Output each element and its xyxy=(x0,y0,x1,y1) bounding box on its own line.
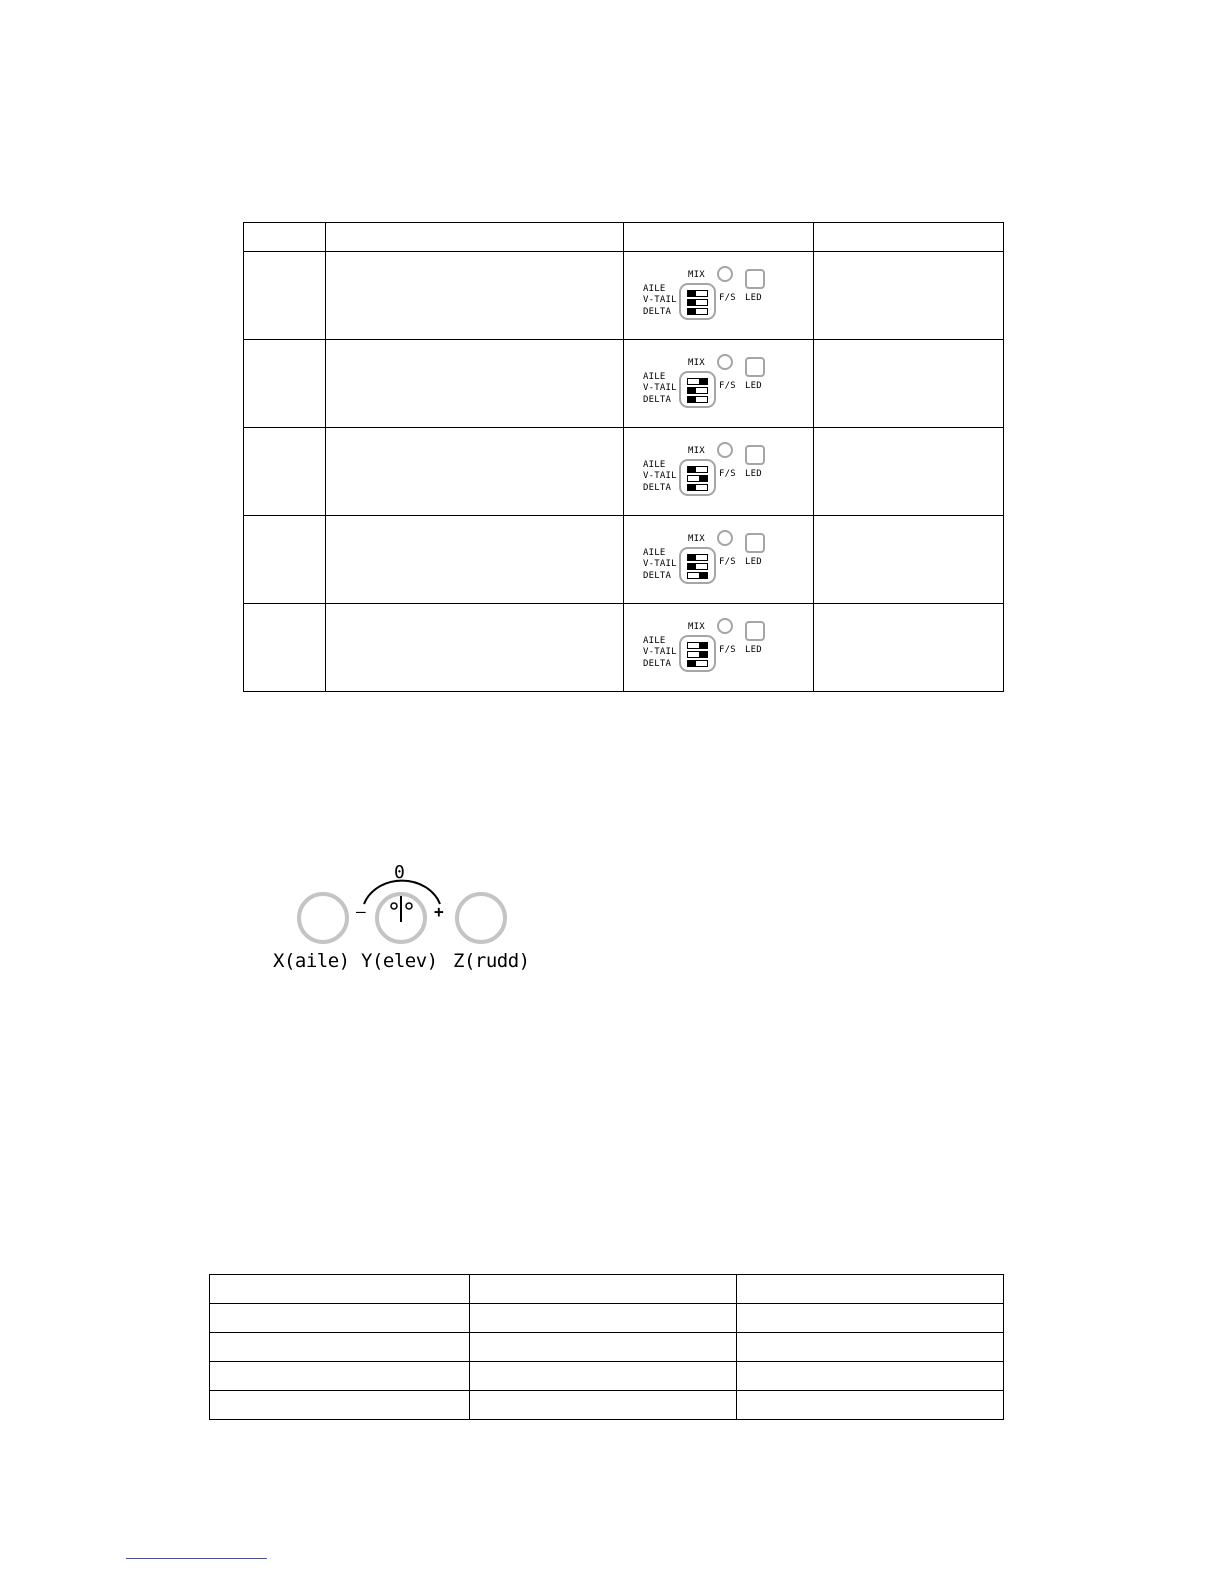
dip-switch xyxy=(687,290,708,297)
rudd-gain-dial[interactable] xyxy=(455,892,507,944)
table-cell xyxy=(814,252,1004,340)
gain-table xyxy=(209,1274,1004,1420)
table-cell xyxy=(814,428,1004,516)
mix-diagram-cell xyxy=(624,428,814,516)
table-cell xyxy=(814,604,1004,692)
gain-dials-figure xyxy=(270,862,560,982)
aile-label: AILE xyxy=(643,284,666,294)
fs-label: F/S xyxy=(719,293,736,303)
mix-label: MIX xyxy=(688,446,705,456)
dip-switch-knob xyxy=(688,661,696,666)
rudd-dial-label: Z(rudd) xyxy=(453,950,530,972)
dip-switch xyxy=(687,660,708,667)
table-row xyxy=(244,340,1004,428)
dip-switch-knob xyxy=(688,485,696,490)
dip-switch-knob xyxy=(699,573,707,578)
table-cell xyxy=(244,252,326,340)
mix-label: MIX xyxy=(688,270,705,280)
dip-switch xyxy=(687,396,708,403)
table-cell xyxy=(326,428,624,516)
delta-label: DELTA xyxy=(643,307,672,317)
dip-switch-knob xyxy=(699,379,707,384)
dip-switch-block xyxy=(679,635,716,672)
header-cell xyxy=(814,223,1004,252)
led-label: LED xyxy=(745,381,762,391)
table-cell xyxy=(737,1333,1004,1362)
table-cell xyxy=(326,340,624,428)
delta-label: DELTA xyxy=(643,571,672,581)
table-cell xyxy=(737,1275,1004,1304)
table-row xyxy=(210,1333,1004,1362)
table-cell xyxy=(326,252,624,340)
mix-label: MIX xyxy=(688,358,705,368)
gyro-panel-diagram xyxy=(624,428,813,515)
dip-switch xyxy=(687,554,708,561)
aile-label: AILE xyxy=(643,460,666,470)
dip-switch-block xyxy=(679,547,716,584)
table-cell xyxy=(814,340,1004,428)
header-cell xyxy=(624,223,814,252)
table-row xyxy=(244,516,1004,604)
table-cell xyxy=(737,1391,1004,1420)
gain-minus-mark: – xyxy=(356,902,366,921)
table-cell xyxy=(210,1304,470,1333)
mix-diagram-cell xyxy=(624,604,814,692)
table-cell xyxy=(326,604,624,692)
led-indicator-icon xyxy=(745,269,765,289)
led-indicator-icon xyxy=(745,445,765,465)
fs-knob-icon xyxy=(717,354,733,370)
delta-label: DELTA xyxy=(643,483,672,493)
table-cell xyxy=(210,1275,470,1304)
dip-switch-knob xyxy=(688,291,696,296)
led-label: LED xyxy=(745,293,762,303)
table-cell xyxy=(737,1362,1004,1391)
table-cell xyxy=(470,1391,737,1420)
gyro-panel-diagram xyxy=(624,516,813,603)
dip-switch-knob xyxy=(688,397,696,402)
vtail-label: V-TAIL xyxy=(643,383,677,393)
table-cell xyxy=(210,1391,470,1420)
table-row xyxy=(244,604,1004,692)
fs-label: F/S xyxy=(719,557,736,567)
table-cell xyxy=(244,428,326,516)
mix-diagram-cell xyxy=(624,252,814,340)
aile-label: AILE xyxy=(643,372,666,382)
led-label: LED xyxy=(745,557,762,567)
led-indicator-icon xyxy=(745,533,765,553)
gyro-panel-diagram xyxy=(624,340,813,427)
table-row xyxy=(210,1304,1004,1333)
mix-label: MIX xyxy=(688,534,705,544)
dip-switch-block xyxy=(679,459,716,496)
dip-switch xyxy=(687,299,708,306)
led-indicator-icon xyxy=(745,621,765,641)
table-row xyxy=(244,428,1004,516)
fs-label: F/S xyxy=(719,381,736,391)
table-cell xyxy=(326,516,624,604)
table-cell xyxy=(470,1362,737,1391)
dip-switch-knob xyxy=(688,300,696,305)
dip-switch xyxy=(687,563,708,570)
gain-plus-mark: + xyxy=(434,902,444,921)
dip-switch-knob xyxy=(688,309,696,314)
table-cell xyxy=(244,604,326,692)
dip-switch-block xyxy=(679,371,716,408)
gain-zero-mark: 0 xyxy=(394,862,405,883)
dip-switch xyxy=(687,484,708,491)
table-cell xyxy=(470,1304,737,1333)
vtail-label: V-TAIL xyxy=(643,559,677,569)
table-header-row xyxy=(244,223,1004,252)
table-cell xyxy=(210,1333,470,1362)
table-cell xyxy=(210,1362,470,1391)
vtail-label: V-TAIL xyxy=(643,295,677,305)
dip-switch xyxy=(687,642,708,649)
dip-switch-knob xyxy=(688,555,696,560)
table-cell xyxy=(737,1304,1004,1333)
mix-diagram-cell xyxy=(624,340,814,428)
dip-switch-block xyxy=(679,283,716,320)
elev-gain-dial[interactable] xyxy=(375,892,427,944)
fs-knob-icon xyxy=(717,530,733,546)
led-label: LED xyxy=(745,469,762,479)
dip-switch xyxy=(687,466,708,473)
fs-label: F/S xyxy=(719,645,736,655)
table-cell xyxy=(814,516,1004,604)
fs-knob-icon xyxy=(717,618,733,634)
dip-switch xyxy=(687,378,708,385)
dip-switch xyxy=(687,475,708,482)
table-cell xyxy=(470,1275,737,1304)
table-cell xyxy=(244,516,326,604)
dip-switch xyxy=(687,308,708,315)
led-indicator-icon xyxy=(745,357,765,377)
table-row xyxy=(210,1391,1004,1420)
table-header-row xyxy=(210,1275,1004,1304)
gyro-panel-diagram xyxy=(624,604,813,691)
dip-switch xyxy=(687,387,708,394)
fs-knob-icon xyxy=(717,442,733,458)
dip-switch xyxy=(687,572,708,579)
header-cell xyxy=(244,223,326,252)
dip-switch-knob xyxy=(699,643,707,648)
delta-label: DELTA xyxy=(643,395,672,405)
footnote-rule xyxy=(126,1558,267,1559)
fs-label: F/S xyxy=(719,469,736,479)
aile-label: AILE xyxy=(643,548,666,558)
table-cell xyxy=(470,1333,737,1362)
elev-dial-label: Y(elev) xyxy=(361,950,438,972)
table-row xyxy=(244,252,1004,340)
vtail-label: V-TAIL xyxy=(643,647,677,657)
dip-switch xyxy=(687,651,708,658)
dip-switch-knob xyxy=(688,388,696,393)
vtail-label: V-TAIL xyxy=(643,471,677,481)
table-row xyxy=(210,1362,1004,1391)
dip-switch-knob xyxy=(688,467,696,472)
aile-gain-dial[interactable] xyxy=(297,892,349,944)
table-cell xyxy=(244,340,326,428)
gyro-panel-diagram xyxy=(624,252,813,339)
mix-setting-table xyxy=(243,222,1004,692)
fs-knob-icon xyxy=(717,266,733,282)
dip-switch-knob xyxy=(699,652,707,657)
dip-switch-knob xyxy=(699,476,707,481)
header-cell xyxy=(326,223,624,252)
led-label: LED xyxy=(745,645,762,655)
dip-switch-knob xyxy=(688,564,696,569)
mix-diagram-cell xyxy=(624,516,814,604)
delta-label: DELTA xyxy=(643,659,672,669)
mix-label: MIX xyxy=(688,622,705,632)
aile-label: AILE xyxy=(643,636,666,646)
aile-dial-label: X(aile) xyxy=(273,950,350,972)
